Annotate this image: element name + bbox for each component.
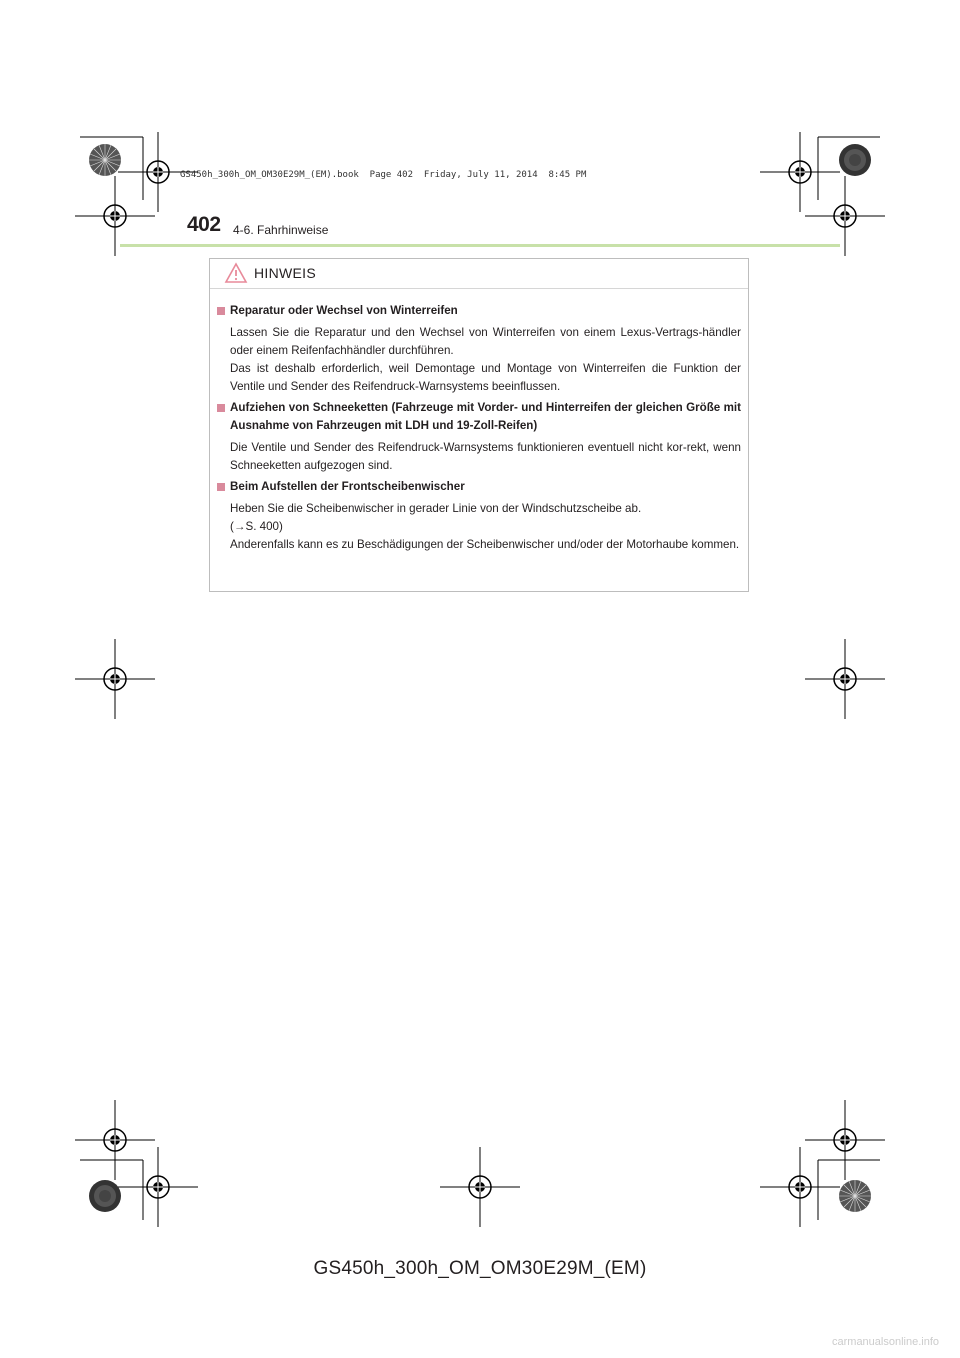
square-bullet-icon (217, 307, 225, 315)
notice-item (217, 399, 741, 475)
notice-box (209, 258, 749, 592)
page-number: 402 (187, 213, 221, 236)
item-line: Anderenfalls kann es zu Beschädigungen der Scheibenwischer und/oder der Motorhaube kommen. (230, 538, 740, 551)
item-title: Aufziehen von Schneeketten (Fahrzeuge mit Vorder- und Hinterreifen der gleichen Größe mit Ausnahme von Fahrzeugen mit LDH und 19-Zoll-Reifen) (217, 399, 741, 435)
item-title: Reparatur oder Wechsel von Winterreifen (217, 302, 741, 320)
item-line: Das ist deshalb erforderlich, weil Demontage und Montage von Winterreifen die Funktion der Ventile und Sender des Reifendruck-Warnsystems beeinflussen. (230, 362, 741, 393)
notice-label: HINWEIS (254, 265, 316, 281)
square-bullet-icon (217, 483, 225, 491)
item-line: Lassen Sie die Reparatur und den Wechsel von Winterreifen von einem Lexus-Vertrags-händler oder einem Reifenfachhändler durchführen. (230, 326, 741, 357)
item-text (217, 500, 741, 554)
notice-header (210, 259, 748, 289)
item-title: Beim Aufstellen der Frontscheibenwischer (217, 478, 741, 496)
item-text (217, 439, 741, 475)
square-bullet-icon (217, 404, 225, 412)
notice-body (210, 289, 748, 554)
book-info: GS450h_300h_OM_OM30E29M_(EM).book Page 402 Friday, July 11, 2014 8:45 PM (180, 170, 587, 180)
item-line: (→S. 400) (230, 520, 283, 533)
notice-item (217, 478, 741, 554)
item-line: Heben Sie die Scheibenwischer in gerader Linie von der Windschutzscheibe ab. (230, 502, 642, 515)
header-rule (120, 244, 840, 247)
warning-triangle-icon (224, 262, 248, 284)
item-line: Die Ventile und Sender des Reifendruck-Warnsystems funktionieren eventuell nicht kor-rekt, wenn Schneeketten aufgezogen sind. (230, 441, 741, 472)
footer-code: GS450h_300h_OM_OM30E29M_(EM) (313, 1258, 647, 1279)
section-title: 4-6. Fahrhinweise (233, 223, 329, 237)
item-text (217, 324, 741, 396)
watermark: carmanualsonline.info (832, 1336, 940, 1348)
notice-item (217, 302, 741, 396)
